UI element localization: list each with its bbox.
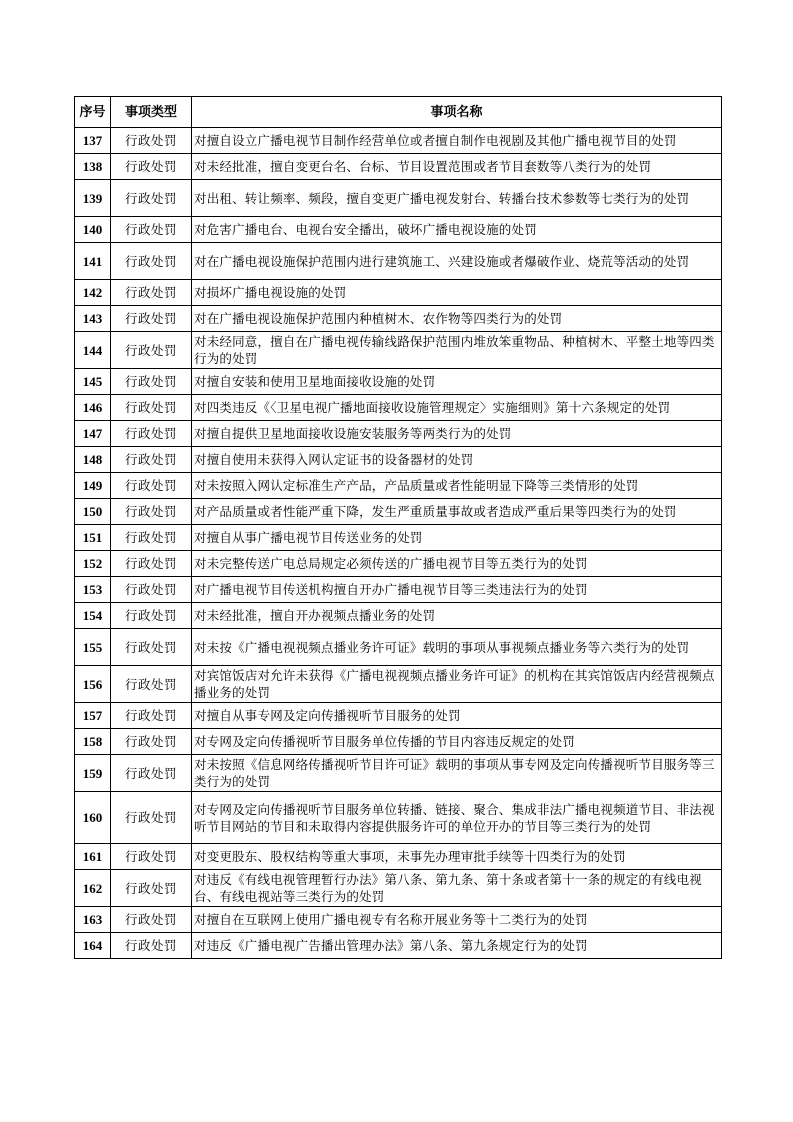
header-type: 事项类型 — [111, 97, 192, 128]
cell-type: 行政处罚 — [111, 907, 192, 933]
header-row — [75, 97, 722, 128]
cell-no: 150 — [75, 499, 111, 525]
cell-no: 158 — [75, 729, 111, 755]
cell-type: 行政处罚 — [111, 306, 192, 332]
table-row — [75, 369, 722, 395]
table-row — [75, 870, 722, 907]
table-row — [75, 447, 722, 473]
table-row — [75, 792, 722, 844]
cell-name: 对擅自设立广播电视节目制作经营单位或者擅自制作电视剧及其他广播电视节目的处罚 — [192, 128, 722, 154]
cell-no: 164 — [75, 933, 111, 959]
cell-name: 对危害广播电台、电视台安全播出，破坏广播电视设施的处罚 — [192, 217, 722, 243]
header-no: 序号 — [75, 97, 111, 128]
table-row — [75, 907, 722, 933]
cell-type: 行政处罚 — [111, 473, 192, 499]
table-row — [75, 933, 722, 959]
cell-no: 139 — [75, 180, 111, 217]
table-row — [75, 844, 722, 870]
cell-name: 对擅自从事广播电视节目传送业务的处罚 — [192, 525, 722, 551]
cell-name: 对专网及定向传播视听节目服务单位转播、链接、聚合、集成非法广播电视频道节目、非法视听节目网站的节目和未取得内容提供服务许可的单位开办的节目等三类行为的处罚 — [192, 792, 722, 844]
cell-name: 对专网及定向传播视听节目服务单位传播的节目内容违反规定的处罚 — [192, 729, 722, 755]
cell-type: 行政处罚 — [111, 280, 192, 306]
cell-type: 行政处罚 — [111, 792, 192, 844]
cell-type: 行政处罚 — [111, 551, 192, 577]
cell-name: 对广播电视节目传送机构擅自开办广播电视节目等三类违法行为的处罚 — [192, 577, 722, 603]
table-row — [75, 525, 722, 551]
table-row — [75, 499, 722, 525]
table-row — [75, 755, 722, 792]
cell-no: 147 — [75, 421, 111, 447]
table-row — [75, 729, 722, 755]
table-row — [75, 473, 722, 499]
cell-no: 140 — [75, 217, 111, 243]
table-body — [75, 128, 722, 959]
matters-table — [74, 96, 722, 959]
cell-no: 156 — [75, 666, 111, 703]
table-row — [75, 306, 722, 332]
table-row — [75, 154, 722, 180]
table-row — [75, 421, 722, 447]
cell-no: 162 — [75, 870, 111, 907]
cell-name: 对擅自在互联网上使用广播电视专有名称开展业务等十二类行为的处罚 — [192, 907, 722, 933]
table-row — [75, 551, 722, 577]
cell-type: 行政处罚 — [111, 180, 192, 217]
cell-type: 行政处罚 — [111, 154, 192, 180]
cell-no: 151 — [75, 525, 111, 551]
cell-type: 行政处罚 — [111, 870, 192, 907]
cell-type: 行政处罚 — [111, 603, 192, 629]
cell-no: 154 — [75, 603, 111, 629]
cell-type: 行政处罚 — [111, 525, 192, 551]
cell-name: 对未完整传送广电总局规定必须传送的广播电视节目等五类行为的处罚 — [192, 551, 722, 577]
cell-no: 155 — [75, 629, 111, 666]
cell-no: 159 — [75, 755, 111, 792]
cell-type: 行政处罚 — [111, 666, 192, 703]
table-row — [75, 666, 722, 703]
cell-name: 对未经批准，擅自开办视频点播业务的处罚 — [192, 603, 722, 629]
cell-no: 145 — [75, 369, 111, 395]
cell-type: 行政处罚 — [111, 243, 192, 280]
table-row — [75, 577, 722, 603]
cell-no: 160 — [75, 792, 111, 844]
cell-no: 149 — [75, 473, 111, 499]
table-row — [75, 703, 722, 729]
cell-type: 行政处罚 — [111, 332, 192, 369]
table-row — [75, 395, 722, 421]
cell-no: 153 — [75, 577, 111, 603]
cell-type: 行政处罚 — [111, 421, 192, 447]
table-row — [75, 280, 722, 306]
cell-no: 138 — [75, 154, 111, 180]
cell-no: 163 — [75, 907, 111, 933]
cell-type: 行政处罚 — [111, 447, 192, 473]
cell-name: 对擅自提供卫星地面接收设施安装服务等两类行为的处罚 — [192, 421, 722, 447]
cell-no: 161 — [75, 844, 111, 870]
cell-no: 148 — [75, 447, 111, 473]
cell-type: 行政处罚 — [111, 703, 192, 729]
cell-name: 对变更股东、股权结构等重大事项，未事先办理审批手续等十四类行为的处罚 — [192, 844, 722, 870]
cell-name: 对产品质量或者性能严重下降，发生严重质量事故或者造成严重后果等四类行为的处罚 — [192, 499, 722, 525]
table-row — [75, 603, 722, 629]
cell-name: 对违反《有线电视管理暂行办法》第八条、第九条、第十条或者第十一条的规定的有线电视台、有线电视站等三类行为的处罚 — [192, 870, 722, 907]
cell-type: 行政处罚 — [111, 128, 192, 154]
table-header — [75, 97, 722, 128]
cell-no: 137 — [75, 128, 111, 154]
cell-name: 对未按照入网认定标准生产产品，产品质量或者性能明显下降等三类情形的处罚 — [192, 473, 722, 499]
cell-name: 对损坏广播电视设施的处罚 — [192, 280, 722, 306]
cell-type: 行政处罚 — [111, 395, 192, 421]
cell-no: 141 — [75, 243, 111, 280]
cell-type: 行政处罚 — [111, 369, 192, 395]
cell-type: 行政处罚 — [111, 577, 192, 603]
cell-name: 对擅自从事专网及定向传播视听节目服务的处罚 — [192, 703, 722, 729]
cell-no: 157 — [75, 703, 111, 729]
table-row — [75, 128, 722, 154]
table-row — [75, 217, 722, 243]
cell-name: 对未按《广播电视视频点播业务许可证》载明的事项从事视频点播业务等六类行为的处罚 — [192, 629, 722, 666]
table-row — [75, 332, 722, 369]
cell-no: 146 — [75, 395, 111, 421]
cell-name: 对未经批准，擅自变更台名、台标、节目设置范围或者节目套数等八类行为的处罚 — [192, 154, 722, 180]
cell-type: 行政处罚 — [111, 217, 192, 243]
cell-name: 对擅自使用未获得入网认定证书的设备器材的处罚 — [192, 447, 722, 473]
cell-name: 对四类违反《〈卫星电视广播地面接收设施管理规定〉实施细则》第十六条规定的处罚 — [192, 395, 722, 421]
cell-no: 143 — [75, 306, 111, 332]
cell-name: 对未按照《信息网络传播视听节目许可证》载明的事项从事专网及定向传播视听节目服务等三类行为的处罚 — [192, 755, 722, 792]
cell-name: 对违反《广播电视广告播出管理办法》第八条、第九条规定行为的处罚 — [192, 933, 722, 959]
cell-name: 对在广播电视设施保护范围内种植树木、农作物等四类行为的处罚 — [192, 306, 722, 332]
cell-type: 行政处罚 — [111, 844, 192, 870]
cell-name: 对擅自安装和使用卫星地面接收设施的处罚 — [192, 369, 722, 395]
cell-name: 对宾馆饭店对允许未获得《广播电视视频点播业务许可证》的机构在其宾馆饭店内经营视频点播业务的处罚 — [192, 666, 722, 703]
cell-name: 对出租、转让频率、频段，擅自变更广播电视发射台、转播台技术参数等七类行为的处罚 — [192, 180, 722, 217]
cell-no: 142 — [75, 280, 111, 306]
cell-type: 行政处罚 — [111, 755, 192, 792]
cell-type: 行政处罚 — [111, 729, 192, 755]
cell-type: 行政处罚 — [111, 629, 192, 666]
cell-no: 152 — [75, 551, 111, 577]
cell-no: 144 — [75, 332, 111, 369]
header-name: 事项名称 — [192, 97, 722, 128]
table-row — [75, 629, 722, 666]
table-row — [75, 243, 722, 280]
table-row — [75, 180, 722, 217]
cell-type: 行政处罚 — [111, 499, 192, 525]
cell-name: 对在广播电视设施保护范围内进行建筑施工、兴建设施或者爆破作业、烧荒等活动的处罚 — [192, 243, 722, 280]
cell-type: 行政处罚 — [111, 933, 192, 959]
cell-name: 对未经同意，擅自在广播电视传输线路保护范围内堆放笨重物品、种植树木、平整土地等四类行为的处罚 — [192, 332, 722, 369]
